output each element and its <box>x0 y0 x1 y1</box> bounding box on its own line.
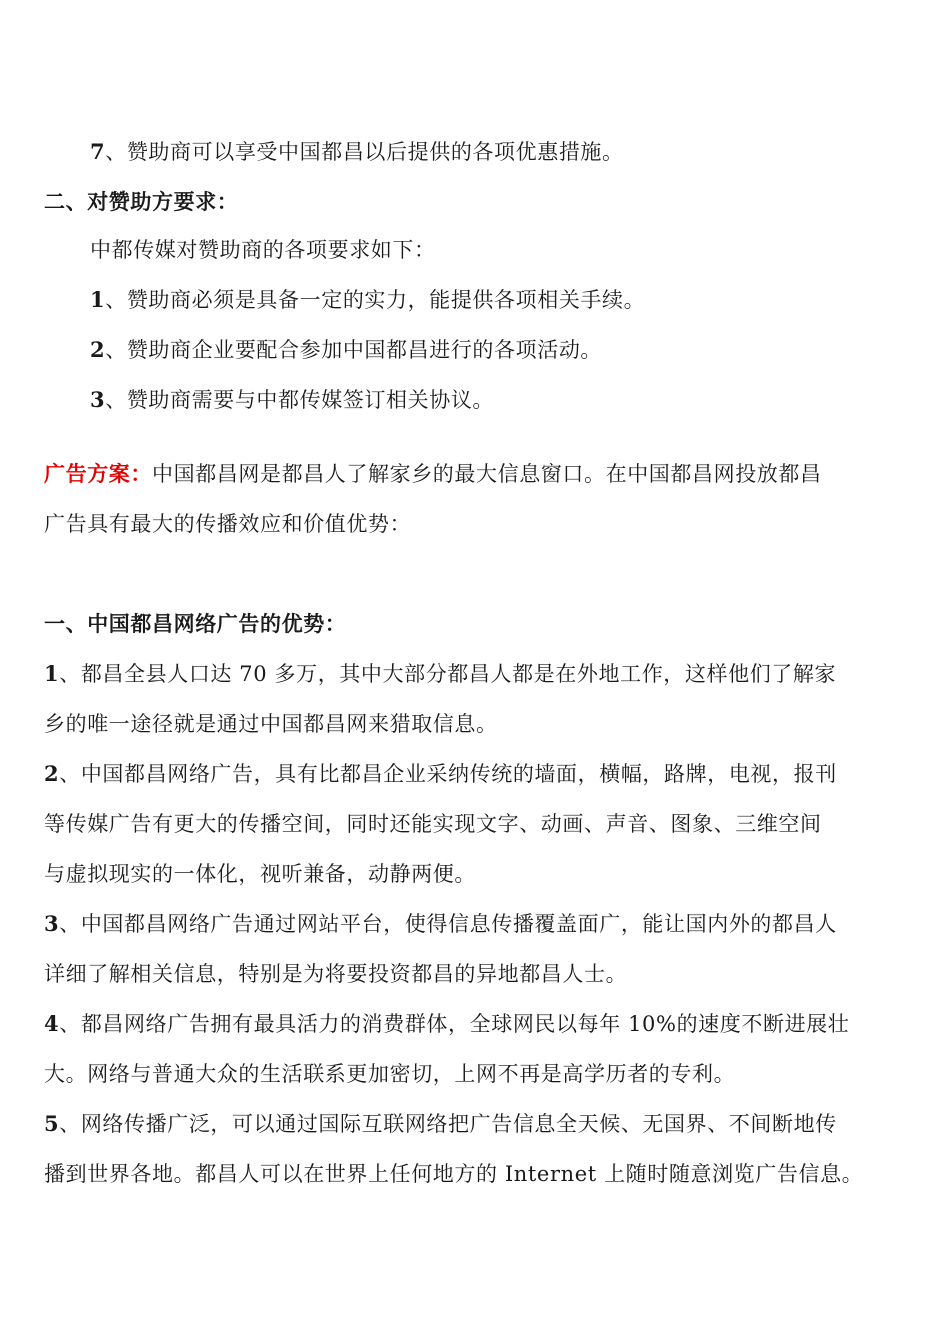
item-number: 1 <box>90 287 106 312</box>
advantage-2-line-3: 与虚拟现实的一体化，视听兼备，动静两便。 <box>44 862 476 886</box>
item-number: 1 <box>44 661 60 686</box>
advantage-3-line-1 <box>44 910 837 938</box>
advantage-4-line-1 <box>44 1010 849 1038</box>
ad-plan-text: 中国都昌网是都昌人了解家乡的最大信息窗口。在中国都昌网投放都昌 <box>152 462 822 486</box>
item-text: 、网络传播广泛，可以通过国际互联网络把广告信息全天候、无国界、不间断地传 <box>59 1112 837 1136</box>
requirement-item-2 <box>90 336 602 364</box>
sponsor-requirements-heading: 二、对赞助方要求： <box>44 189 239 214</box>
item-text: 、赞助商可以享受中国都昌以后提供的各项优惠措施。 <box>105 140 624 164</box>
item-text: 、赞助商企业要配合参加中国都昌进行的各项活动。 <box>105 338 603 362</box>
ad-plan-line-1 <box>44 460 822 488</box>
item-text: 、中国都昌网络广告，具有比都昌企业采纳传统的墙面，横幅，路牌，电视，报刊 <box>59 762 837 786</box>
item-text: 、都昌网络广告拥有最具活力的消费群体，全球网民以每年 10%的速度不断进展壮 <box>59 1012 850 1036</box>
advantage-1-line-1 <box>44 660 836 688</box>
advantages-heading: 一、中国都昌网络广告的优势： <box>44 611 347 636</box>
advantage-5-line-1 <box>44 1110 837 1138</box>
advantage-4-line-2: 大。网络与普通大众的生活联系更加密切，上网不再是高学历者的专利。 <box>44 1062 736 1086</box>
item-number: 3 <box>90 387 106 412</box>
item-text: 、赞助商必须是具备一定的实力，能提供各项相关手续。 <box>105 288 646 312</box>
item-number: 7 <box>90 139 106 164</box>
item-text: 、中国都昌网络广告通过网站平台，使得信息传播覆盖面广，能让国内外的都昌人 <box>59 912 837 936</box>
item-number: 3 <box>44 911 60 936</box>
advantage-2-line-1 <box>44 760 837 788</box>
advantage-1-line-2: 乡的唯一途径就是通过中国都昌网来猎取信息。 <box>44 712 498 736</box>
sponsor-benefit-item-7 <box>90 138 624 166</box>
item-number: 5 <box>44 1111 60 1136</box>
advantage-5-line-2: 播到世界各地。都昌人可以在世界上任何地方的 Internet 上随时随意浏览广告信息。 <box>44 1162 864 1186</box>
item-number: 4 <box>44 1011 60 1036</box>
sponsor-requirements-intro: 中都传媒对赞助商的各项要求如下： <box>90 238 436 262</box>
ad-plan-label: 广告方案： <box>44 461 152 486</box>
ad-plan-line-2: 广告具有最大的传播效应和价值优势： <box>44 512 412 536</box>
item-number: 2 <box>90 337 106 362</box>
requirement-item-1 <box>90 286 645 314</box>
advantage-3-line-2: 详细了解相关信息，特别是为将要投资都昌的异地都昌人士。 <box>44 962 628 986</box>
requirement-item-3 <box>90 386 494 414</box>
item-text: 、赞助商需要与中都传媒签订相关协议。 <box>105 388 495 412</box>
advantage-2-line-2: 等传媒广告有更大的传播空间，同时还能实现文字、动画、声音、图象、三维空间 <box>44 812 822 836</box>
item-number: 2 <box>44 761 60 786</box>
item-text: 、都昌全县人口达 70 多万，其中大部分都昌人都是在外地工作，这样他们了解家 <box>59 662 837 686</box>
